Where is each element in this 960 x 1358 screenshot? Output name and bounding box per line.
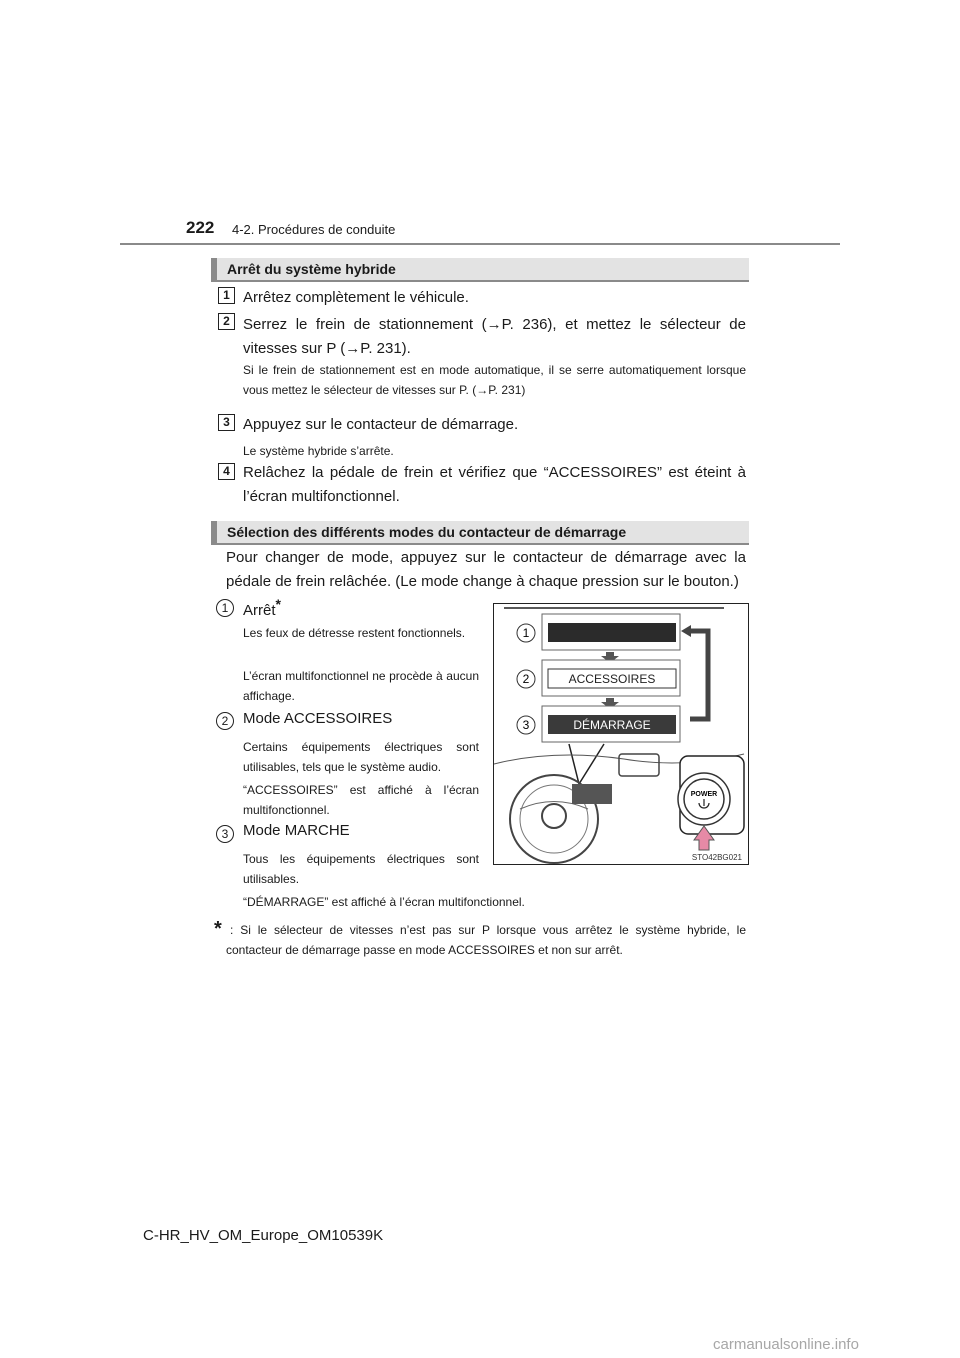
cycle-arrow-icon — [690, 631, 708, 719]
mode-2-line-2: “ACCESSOIRES” est affiché à l’écran multifonctionnel. — [243, 783, 479, 817]
section-title-stop-hybrid: Arrêt du système hybride — [211, 258, 749, 282]
figure-code: STO42BG021 — [691, 853, 742, 862]
step-4-text: Relâchez la pédale de frein et vérifiez que “ACCESSOIRES” est éteint à l’écran multifonctionnel. — [243, 464, 746, 505]
section-title-modes: Sélection des différents modes du contacteur de démarrage — [211, 521, 749, 545]
step-2-note: Si le frein de stationnement est en mode automatique, il se serre automatiquement lorsque vous mettez le sélecteur de vitesses sur P. (→P. 231) — [243, 363, 746, 397]
instrument-cluster — [572, 784, 612, 804]
step-number-4: 4 — [218, 463, 235, 480]
document-id: C-HR_HV_OM_Europe_OM10539K — [143, 1227, 384, 1244]
watermark: carmanualsonline.info — [713, 1336, 859, 1353]
figure-label-2: 2 — [522, 672, 530, 686]
mode-1-line-2: L’écran multifonctionnel ne procède à aucun affichage. — [243, 669, 479, 703]
step-number-1: 1 — [218, 287, 235, 304]
mode-number-2: 2 — [216, 712, 234, 730]
mode-number-1: 1 — [216, 599, 234, 617]
section-breadcrumb: 4-2. Procédures de conduite — [232, 222, 396, 237]
power-button-label: POWER — [690, 791, 718, 798]
mode-3-title: Mode MARCHE — [243, 822, 350, 839]
power-switch-figure — [493, 603, 749, 865]
demarrage-display-note: “DÉMARRAGE” est affiché à l’écran multifonctionnel. — [243, 895, 525, 909]
mode-number-3: 3 — [216, 825, 234, 843]
header-divider — [120, 243, 840, 245]
footnote-text: : Si le sélecteur de vitesses n’est pas sur P lorsque vous arrêtez le système hybride, le contacteur de démarrage passe en mode ACCESSOIRES et non sur arrêt. — [226, 923, 746, 957]
display-off-screen — [548, 623, 676, 642]
step-1-text: Arrêtez complètement le véhicule. — [243, 289, 469, 306]
mode-3-line-1: Tous les équipements électriques sont utilisables. — [243, 852, 479, 886]
modes-intro: Pour changer de mode, appuyez sur le contacteur de démarrage avec la pédale de frein relâchée. (Le mode change à chaque pression sur le bouton.) — [226, 549, 746, 590]
figure-label-3: 3 — [522, 718, 530, 732]
step-number-2: 2 — [218, 313, 235, 330]
step-number-3: 3 — [218, 414, 235, 431]
mode-2-line-1: Certains équipements électriques sont utilisables, tels que le système audio. — [243, 740, 479, 774]
display-accessoires-text: ACCESSOIRES — [568, 672, 656, 686]
page-number: 222 — [186, 218, 215, 237]
step-3-text: Appuyez sur le contacteur de démarrage. — [243, 416, 519, 433]
mode-1-title: Arrêt* — [243, 596, 281, 619]
figure-illustration — [494, 604, 748, 864]
center-screen — [619, 754, 659, 776]
step-2-text: Serrez le frein de stationnement (→P. 236), et mettez le sélecteur de vitesses sur P (→P. 231). — [243, 316, 746, 357]
mode-1-line-1: Les feux de détresse restent fonctionnels. — [243, 626, 466, 640]
mode-1-footnote-star: * — [275, 596, 281, 612]
figure-label-1: 1 — [522, 626, 530, 640]
step-3-note: Le système hybride s’arrête. — [243, 444, 394, 458]
mode-2-title: Mode ACCESSOIRES — [243, 710, 393, 727]
footnote-star: * — [214, 918, 222, 940]
display-demarrage-text: DÉMARRAGE — [573, 718, 651, 732]
